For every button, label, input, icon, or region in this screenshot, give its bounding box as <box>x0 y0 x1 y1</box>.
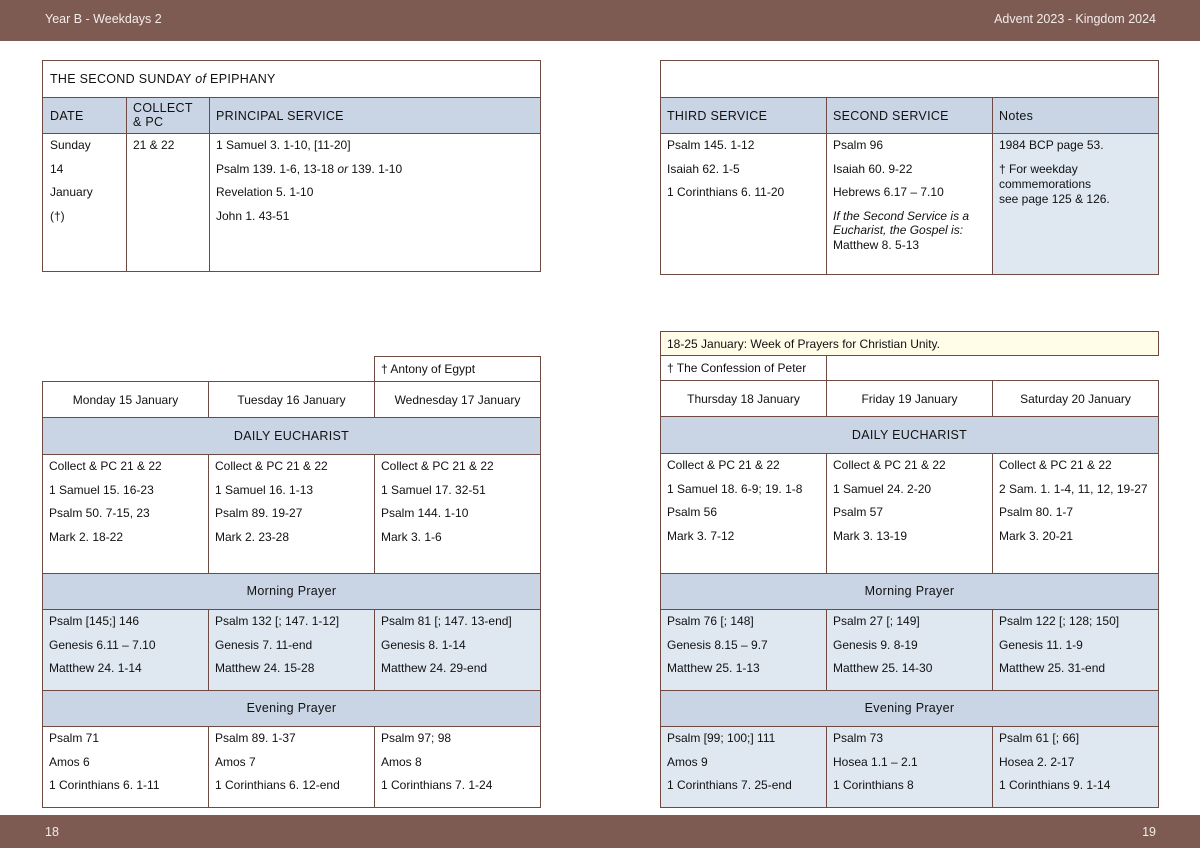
reading-line: Genesis 8. 1-14 <box>381 638 466 652</box>
reading-line: Psalm 71 <box>49 731 100 745</box>
evening-cell <box>660 726 827 808</box>
reading-line: Revelation 5. 1-10 <box>216 185 314 199</box>
evening-cell <box>42 726 209 808</box>
reading-line: Psalm 80. 1-7 <box>999 505 1074 519</box>
reading-line: Genesis 7. 11-end <box>215 638 313 652</box>
reading-line: Psalm 73 <box>833 731 884 745</box>
commemoration-cell <box>660 355 827 381</box>
reading-line: Amos 8 <box>381 755 422 769</box>
eucharist-cell <box>42 454 209 574</box>
reading-line: 1 Samuel 15. 16-23 <box>49 483 154 497</box>
reading-line: 2 Sam. 1. 1-4, 11, 12, 19-27 <box>999 482 1148 496</box>
morning-cell <box>992 609 1159 691</box>
third-service-cell <box>660 133 827 275</box>
sunday-title <box>50 72 276 86</box>
gospel-reading: Matthew 8. 5-13 <box>833 238 920 252</box>
page-number-right: 19 <box>1142 825 1156 839</box>
reading-line: Mark 3. 7-12 <box>667 529 735 543</box>
col-collect-label-1: COLLECT <box>133 101 193 115</box>
col-principal-header <box>209 97 541 134</box>
second-service-cell <box>826 133 993 275</box>
reading-line: Psalm 132 [; 147. 1-12] <box>215 614 340 628</box>
day-header <box>42 381 209 418</box>
evening-cell <box>992 726 1159 808</box>
commemoration-label: † Antony of Egypt <box>381 362 476 376</box>
col-date-header <box>42 97 127 134</box>
eucharist-section-header <box>42 417 541 455</box>
reading-line: 1 Corinthians 8 <box>833 778 914 792</box>
reading-line: Hebrews 6.17 – 7.10 <box>833 185 944 199</box>
morning-section-label: Morning Prayer <box>246 584 337 598</box>
day-label: Saturday 20 January <box>1020 392 1131 406</box>
header-left: Year B - Weekdays 2 <box>45 12 162 26</box>
day-header <box>374 381 541 418</box>
sunday-title-of: of <box>195 72 207 86</box>
sunday-blank-title-cell <box>660 60 1159 98</box>
reading-line: Genesis 6.11 – 7.10 <box>49 638 156 652</box>
reading-line: Collect & PC 21 & 22 <box>833 458 946 472</box>
evening-section-header <box>42 690 541 727</box>
reading-line: Psalm 56 <box>667 505 718 519</box>
sunday-principal-cell <box>209 133 541 272</box>
day-label: Thursday 18 January <box>687 392 800 406</box>
eucharist-section-label: DAILY EUCHARIST <box>233 429 350 443</box>
col-collect-header <box>126 97 210 134</box>
reading-line: Genesis 11. 1-9 <box>999 638 1083 652</box>
reading-line: Psalm 81 [; 147. 13-end] <box>381 614 512 628</box>
day-label: Wednesday 17 January <box>394 393 521 407</box>
date-line: Sunday <box>50 138 91 152</box>
reading-line <box>216 162 402 176</box>
reading-line: Psalm 89. 19-27 <box>215 506 303 520</box>
col-second-label: SECOND SERVICE <box>833 109 949 123</box>
day-label: Friday 19 January <box>861 392 958 406</box>
notes-line: 1984 BCP page 53. <box>999 138 1104 152</box>
reading-line: 1 Samuel 16. 1-13 <box>215 483 314 497</box>
reading-line: Psalm 96 <box>833 138 884 152</box>
day-label: Monday 15 January <box>72 393 179 407</box>
unity-week-label: 18-25 January: Week of Prayers for Christian Unity. <box>667 337 940 351</box>
reading-line: Hosea 2. 2-17 <box>999 755 1075 769</box>
col-notes-label: Notes <box>999 109 1034 123</box>
notes-line: see page 125 & 126. <box>999 192 1110 206</box>
date-line: (†) <box>50 209 65 223</box>
eucharist-cell <box>208 454 375 574</box>
reading-line: Matthew 25. 14-30 <box>833 661 933 675</box>
col-principal-label: PRINCIPAL SERVICE <box>216 109 344 123</box>
reading-line: 1 Corinthians 7. 1-24 <box>381 778 493 792</box>
commemoration-label: † The Confession of Peter <box>667 361 807 375</box>
reading-line: Amos 9 <box>667 755 708 769</box>
reading-line: 1 Corinthians 6. 1-11 <box>49 778 160 792</box>
morning-cell <box>42 609 209 691</box>
reading-line: 1 Samuel 18. 6-9; 19. 1-8 <box>667 482 803 496</box>
reading-part: 139. 1-10 <box>348 162 403 176</box>
reading-line: Psalm [99; 100;] 111 <box>667 731 776 745</box>
reading-line: 1 Samuel 3. 1-10, [11-20] <box>216 138 351 152</box>
reading-line: Mark 2. 18-22 <box>49 530 124 544</box>
reading-part: Psalm 139. 1-6, 13-18 <box>216 162 338 176</box>
reading-line: Psalm 57 <box>833 505 884 519</box>
commemoration-cell <box>374 356 541 382</box>
reading-line: Mark 3. 20-21 <box>999 529 1074 543</box>
evening-cell <box>826 726 993 808</box>
reading-line: 1 Corinthians 9. 1-14 <box>999 778 1111 792</box>
col-third-header <box>660 97 827 134</box>
morning-cell <box>660 609 827 691</box>
col-date-label: DATE <box>50 109 84 123</box>
notes-line: commemorations <box>999 177 1092 191</box>
reading-line: Psalm 122 [; 128; 150] <box>999 614 1120 628</box>
reading-or: or <box>337 162 349 176</box>
notes-cell <box>992 133 1159 275</box>
gospel-note-line: Eucharist, the Gospel is: <box>833 223 964 237</box>
reading-line: Mark 2. 23-28 <box>215 530 290 544</box>
reading-line: 1 Samuel 17. 32-51 <box>381 483 486 497</box>
collect-value: 21 & 22 <box>133 138 175 152</box>
reading-line: Matthew 24. 1-14 <box>49 661 142 675</box>
sunday-title-pre: THE SECOND SUNDAY <box>50 72 196 86</box>
reading-line: Psalm 97; 98 <box>381 731 452 745</box>
reading-line: 1 Samuel 24. 2-20 <box>833 482 932 496</box>
unity-week-banner <box>660 331 1159 356</box>
reading-line: Matthew 24. 29-end <box>381 661 488 675</box>
evening-section-label: Evening Prayer <box>864 701 955 715</box>
morning-cell <box>826 609 993 691</box>
evening-section-header <box>660 690 1159 727</box>
sunday-date-cell <box>42 133 127 272</box>
reading-line: 1 Corinthians 6. 11-20 <box>667 185 785 199</box>
morning-section-header <box>42 573 541 610</box>
reading-line: Matthew 25. 31-end <box>999 661 1106 675</box>
eucharist-cell <box>992 453 1159 574</box>
morning-cell <box>374 609 541 691</box>
eucharist-cell <box>660 453 827 574</box>
eucharist-cell <box>826 453 993 574</box>
sunday-title-post: EPIPHANY <box>206 72 276 86</box>
day-header <box>992 380 1159 417</box>
gospel-note-line: If the Second Service is a <box>833 209 970 223</box>
reading-line: Psalm 61 [; 66] <box>999 731 1080 745</box>
reading-line: Psalm 50. 7-15, 23 <box>49 506 150 520</box>
reading-line: Amos 7 <box>215 755 256 769</box>
reading-line: Collect & PC 21 & 22 <box>381 459 494 473</box>
reading-line: Collect & PC 21 & 22 <box>667 458 780 472</box>
day-header <box>208 381 375 418</box>
evening-section-label: Evening Prayer <box>246 701 337 715</box>
morning-section-header <box>660 573 1159 610</box>
reading-line: Mark 3. 13-19 <box>833 529 908 543</box>
evening-cell <box>374 726 541 808</box>
reading-line: Psalm 76 [; 148] <box>667 614 754 628</box>
sunday-collect-cell <box>126 133 210 272</box>
col-collect-label-2: & PC <box>133 115 164 129</box>
morning-section-label: Morning Prayer <box>864 584 955 598</box>
reading-line: Matthew 24. 15-28 <box>215 661 315 675</box>
reading-line: Psalm 144. 1-10 <box>381 506 469 520</box>
col-second-header <box>826 97 993 134</box>
reading-line: Hosea 1.1 – 2.1 <box>833 755 918 769</box>
reading-line: Genesis 9. 8-19 <box>833 638 918 652</box>
reading-line: Isaiah 62. 1-5 <box>667 162 740 176</box>
reading-line: 1 Corinthians 7. 25-end <box>667 778 792 792</box>
notes-line: † For weekday <box>999 162 1078 176</box>
day-label: Tuesday 16 January <box>237 393 346 407</box>
header-right: Advent 2023 - Kingdom 2024 <box>994 12 1156 26</box>
page-number-left: 18 <box>45 825 59 839</box>
evening-cell <box>208 726 375 808</box>
reading-line: Psalm 27 [; 149] <box>833 614 920 628</box>
reading-line: Collect & PC 21 & 22 <box>49 459 162 473</box>
eucharist-cell <box>374 454 541 574</box>
eucharist-section-header <box>660 416 1159 454</box>
day-header <box>826 380 993 417</box>
col-notes-header <box>992 97 1159 134</box>
page-header <box>0 0 1200 41</box>
page-footer <box>0 815 1200 848</box>
reading-line: Psalm [145;] 146 <box>49 614 140 628</box>
day-header <box>660 380 827 417</box>
reading-line: John 1. 43-51 <box>216 209 290 223</box>
date-line: January <box>50 185 93 199</box>
reading-line: Isaiah 60. 9-22 <box>833 162 913 176</box>
reading-line: Amos 6 <box>49 755 90 769</box>
eucharist-section-label: DAILY EUCHARIST <box>851 428 968 442</box>
reading-line: Collect & PC 21 & 22 <box>999 458 1112 472</box>
reading-line: Collect & PC 21 & 22 <box>215 459 328 473</box>
date-line: 14 <box>50 162 64 176</box>
reading-line: Mark 3. 1-6 <box>381 530 442 544</box>
sunday-title-cell <box>42 60 541 98</box>
morning-cell <box>208 609 375 691</box>
reading-line: Matthew 25. 1-13 <box>667 661 760 675</box>
reading-line: Genesis 8.15 – 9.7 <box>667 638 768 652</box>
col-third-label: THIRD SERVICE <box>667 109 768 123</box>
reading-line: Psalm 145. 1-12 <box>667 138 755 152</box>
reading-line: 1 Corinthians 6. 12-end <box>215 778 340 792</box>
reading-line: Psalm 89. 1-37 <box>215 731 296 745</box>
